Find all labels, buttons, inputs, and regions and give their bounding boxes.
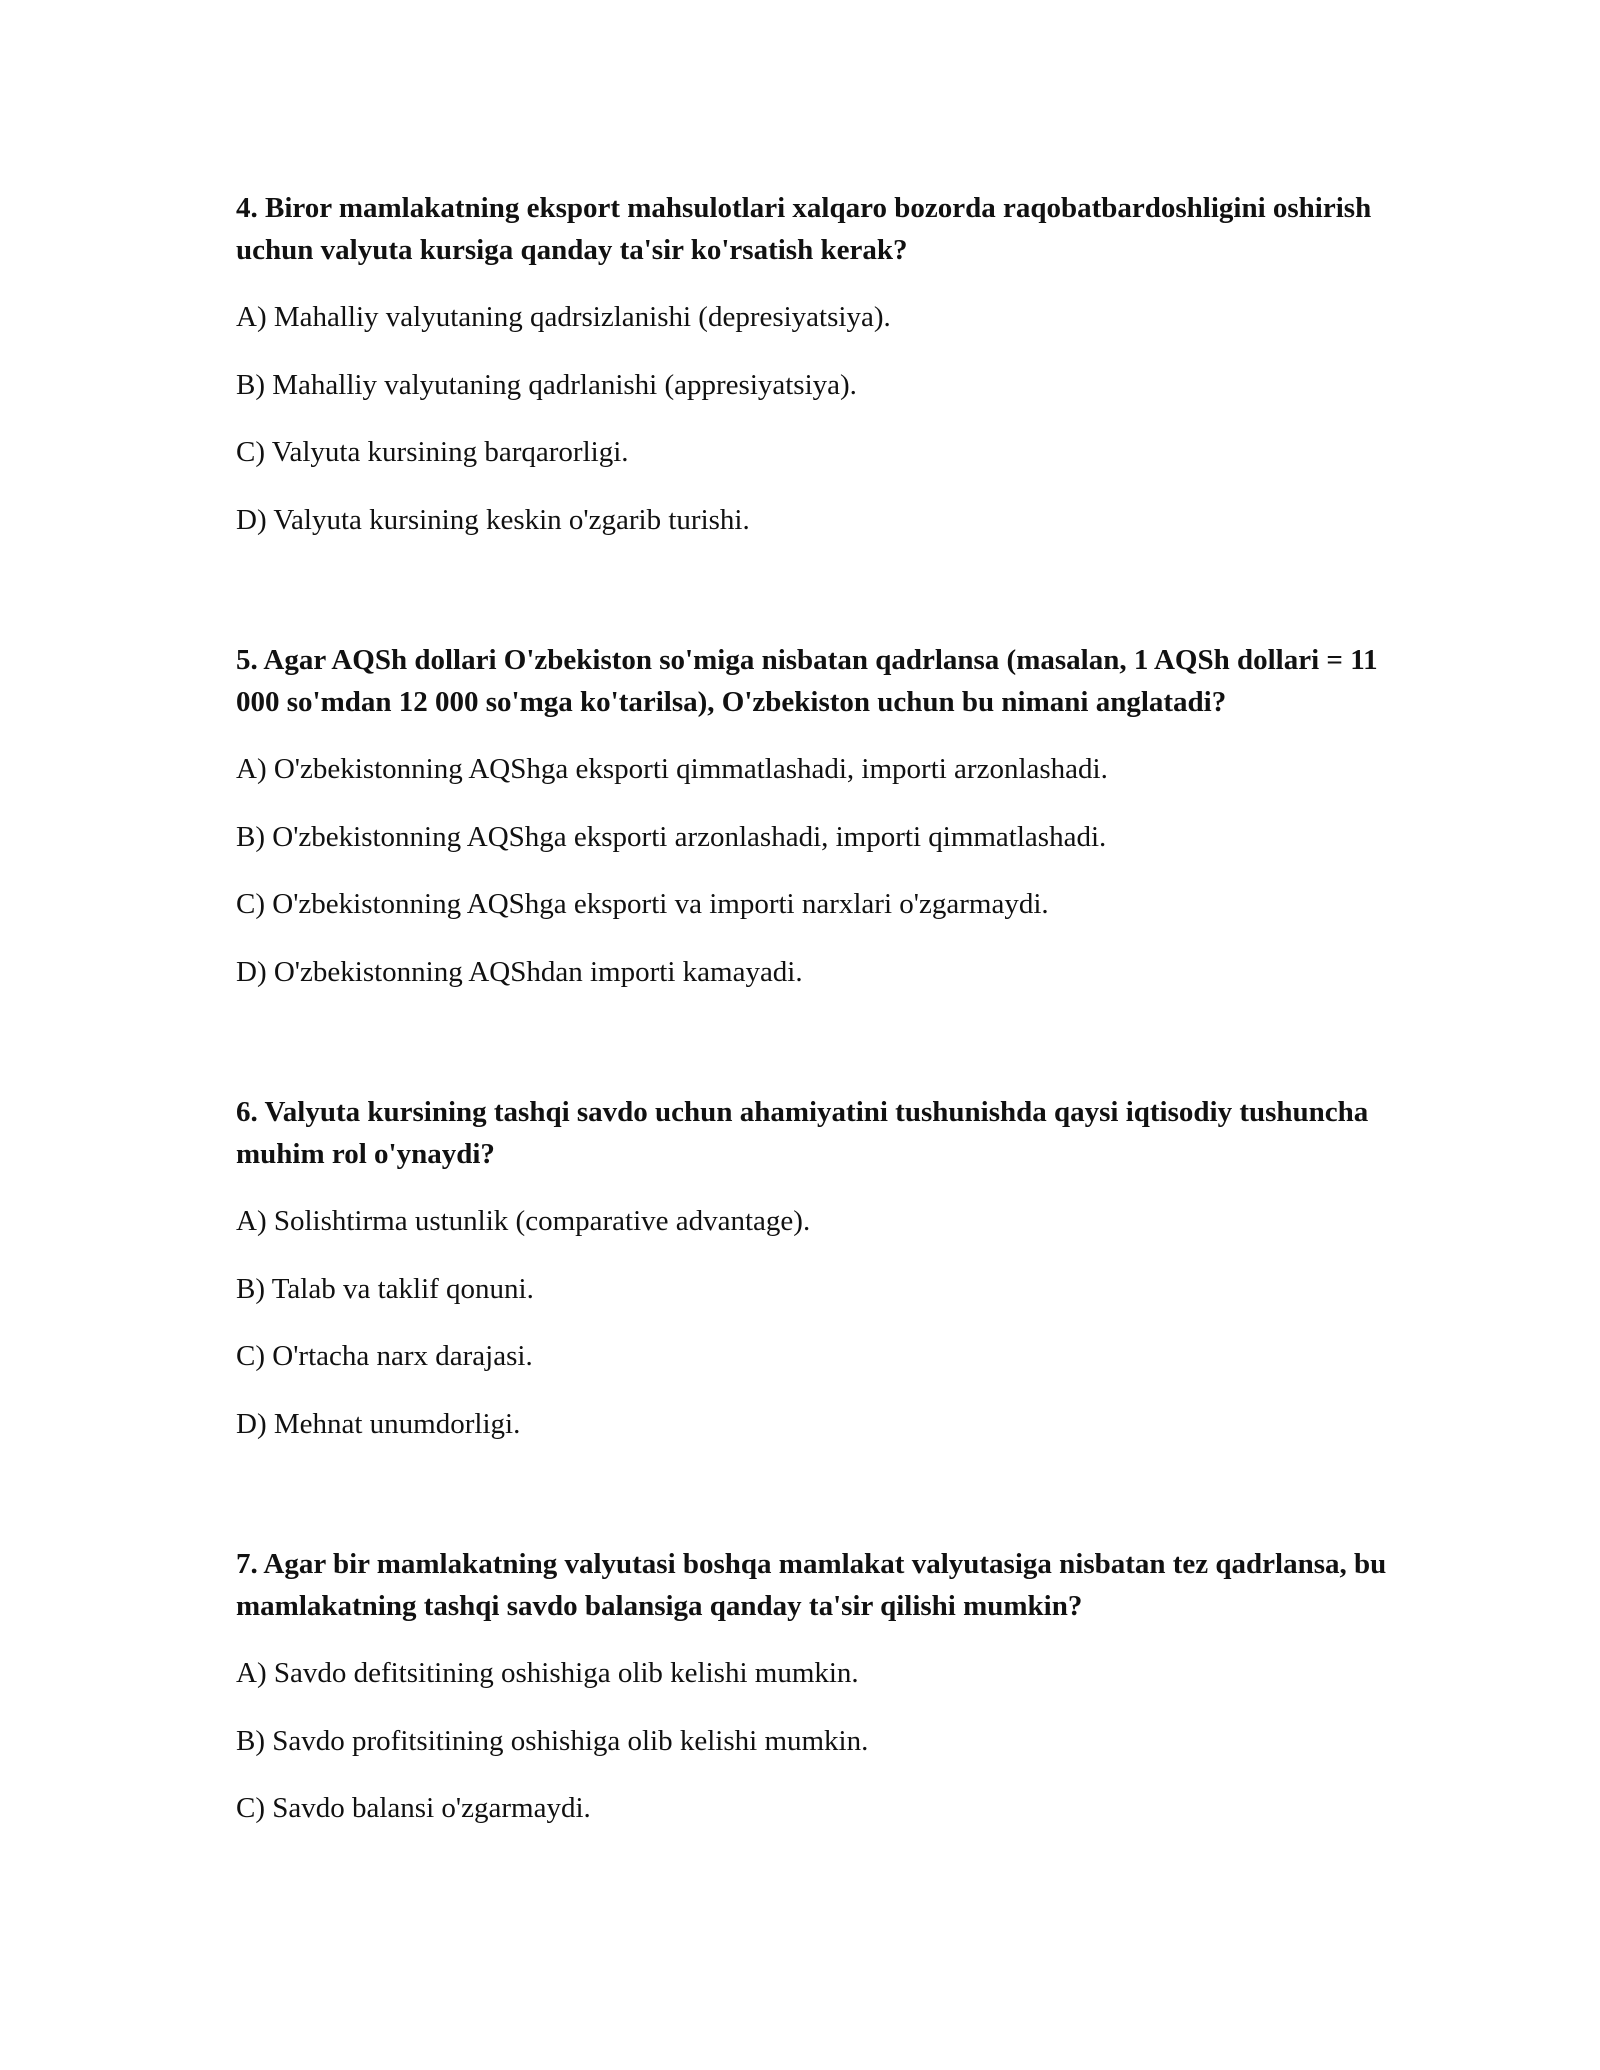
option-a: A) O'zbekistonning AQShga eksporti qimmatlashadi, importi arzonlashadi. [236,753,1108,785]
option-d: D) Valyuta kursining keskin o'zgarib turishi. [236,503,750,536]
option-a: A) Mahalliy valyutaning qadrsizlanishi (depresiyatsiya). [236,301,891,333]
option-d: D) O'zbekistonning AQShdan importi kamayadi. [236,955,803,988]
question-text: 6. Valyuta kursining tashqi savdo uchun ahamiyatini tushunishda qaysi iqtisodiy tushuncha muhim rol o'ynaydi? [236,1096,1369,1170]
option-c: C) Savdo balansi o'zgarmaydi. [236,1792,591,1824]
options-list [236,1201,1400,1445]
options-list [236,297,1400,541]
option-b: B) O'zbekistonning AQShga eksporti arzonlashadi, importi qimmatlashadi. [236,820,1107,853]
option-c: C) O'zbekistonning AQShga eksporti va importi narxlari o'zgarmaydi. [236,888,1049,920]
question-text: 7. Agar bir mamlakatning valyutasi boshqa mamlakat valyutasiga nisbatan tez qadrlansa, bu mamlakatning tashqi savdo balansiga qanday ta'sir qilishi mumkin? [236,1548,1387,1622]
options-list [236,1653,1400,1830]
option-d: D) Mehnat unumdorligi. [236,1407,521,1440]
question-block-4 [236,188,1400,541]
option-c: C) Valyuta kursining barqarorligi. [236,436,629,468]
question-block-7 [236,1544,1400,1830]
option-c: C) O'rtacha narx darajasi. [236,1340,533,1372]
option-b: B) Talab va taklif qonuni. [236,1272,534,1305]
options-list [236,749,1400,993]
option-a: A) Savdo defitsitining oshishiga olib kelishi mumkin. [236,1657,859,1689]
option-b: B) Mahalliy valyutaning qadrlanishi (appresiyatsiya). [236,368,857,401]
option-a: A) Solishtirma ustunlik (comparative advantage). [236,1205,811,1237]
question-block-5 [236,640,1400,993]
question-text: 4. Biror mamlakatning eksport mahsulotlari xalqaro bozorda raqobatbardoshligini oshirish uchun valyuta kursiga qanday ta'sir ko'rsatish kerak? [236,192,1372,266]
option-b: B) Savdo profitsitining oshishiga olib kelishi mumkin. [236,1724,869,1757]
question-text: 5. Agar AQSh dollari O'zbekiston so'miga nisbatan qadrlansa (masalan, 1 AQSh dollari = 11 000 so'mdan 12 000 so'mga ko'tarilsa), O'zbekiston uchun bu nimani anglatadi? [236,644,1378,718]
question-block-6 [236,1092,1400,1445]
